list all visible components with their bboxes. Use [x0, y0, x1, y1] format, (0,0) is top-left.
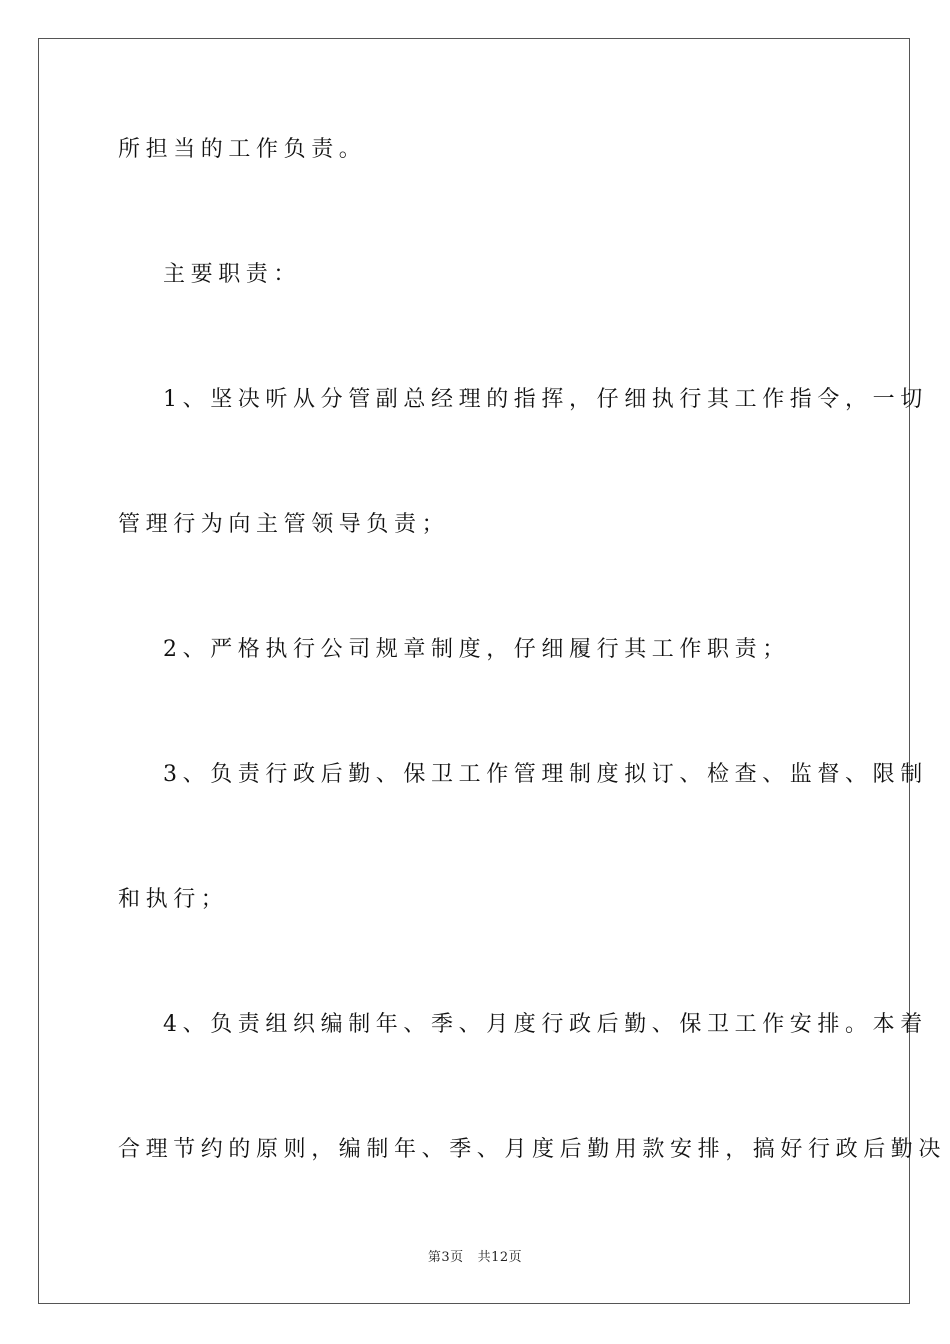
text-line-item1-b: 管理行为向主管领导负责； — [118, 512, 450, 537]
text-line-item2: 2、严格执行公司规章制度，仔细履行其工作职责； — [163, 637, 790, 662]
text-line-item1-a: 1、坚决听从分管副总经理的指挥，仔细执行其工作指令，一切 — [163, 387, 928, 412]
text-line-item4-a: 4、负责组织编制年、季、月度行政后勤、保卫工作安排。本着 — [163, 1012, 928, 1037]
text-line-item4-b: 合理节约的原则，编制年、季、月度后勤用款安排，搞好行政后勤决 — [118, 1137, 947, 1162]
page-border — [38, 38, 910, 1304]
text-line-item3-b: 和执行； — [118, 887, 229, 912]
page-number: 第3页 — [427, 1250, 464, 1265]
text-line-item3-a: 3、负责行政后勤、保卫工作管理制度拟订、检查、监督、限制 — [163, 762, 928, 787]
page-total: 共12页 — [477, 1250, 523, 1265]
page-footer — [0, 1246, 950, 1265]
text-line-1: 所担当的工作负责。 — [118, 137, 367, 162]
section-heading: 主要职责： — [163, 262, 302, 287]
